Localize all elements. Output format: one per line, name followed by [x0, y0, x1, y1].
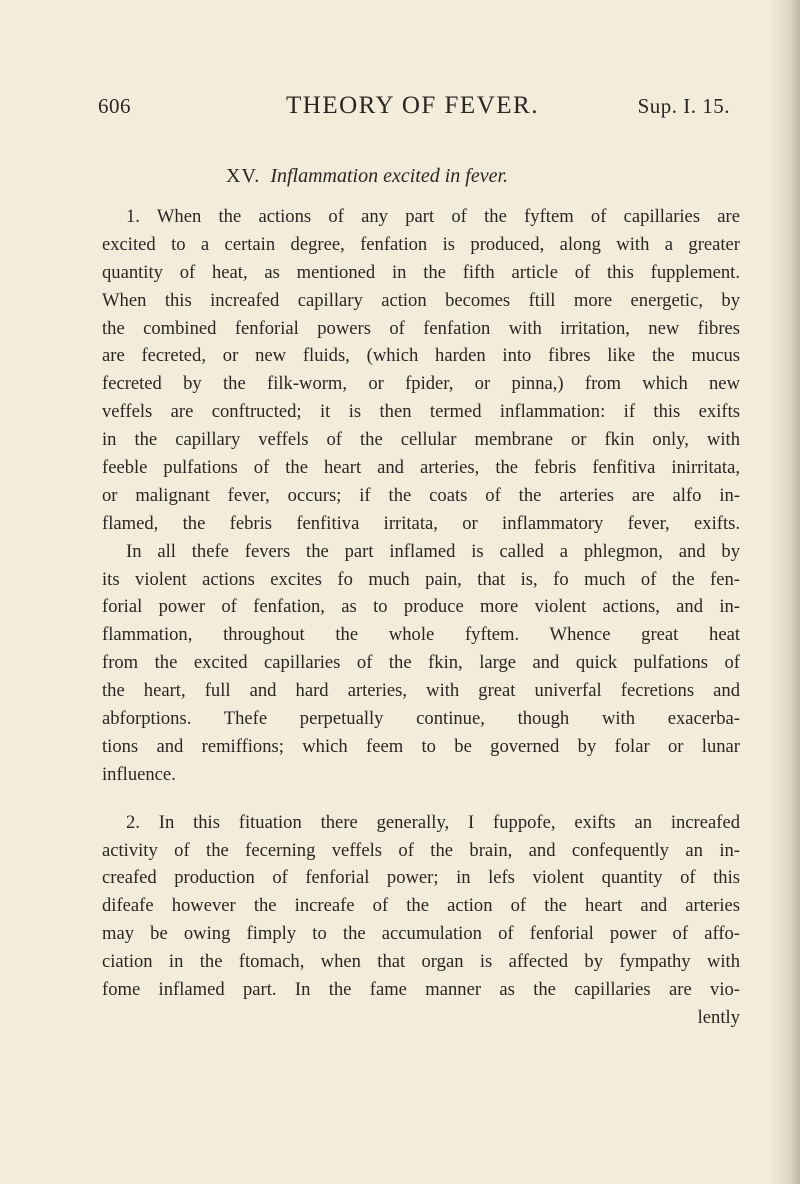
- text-line: activity of the fecerning veffels of the brain, and confequently an in-: [102, 839, 740, 861]
- text-line: forial power of fenfation, as to produce more violent actions, and in-: [102, 596, 740, 618]
- text-line: flamed, the febris fenfitiva irritata, or inflammatory fever, exifts.: [102, 512, 740, 534]
- text-line: excited to a certain degree, fenfation is produced, along with a greater: [102, 233, 740, 255]
- text-line: quantity of heat, as mentioned in the fifth article of this fupplement.: [102, 261, 740, 283]
- text-line: flammation, throughout the whole fyftem. Whence great heat: [102, 624, 740, 646]
- text-line: fecreted by the filk-worm, or fpider, or pinna,) from which new: [102, 373, 740, 395]
- section-title: Inflammation excited in fever.: [270, 165, 509, 187]
- text-line: the heart, full and hard arteries, with great univerfal fecretions and: [102, 680, 740, 702]
- text-line: 2. In this fituation there generally, I fuppofe, exifts an increafed: [126, 811, 740, 833]
- text-line: ciation in the ftomach, when that organ is affected by fympathy with: [102, 951, 740, 973]
- section-heading: [226, 165, 508, 188]
- text-line: In all thefe fevers the part inflamed is called a phlegmon, and by: [126, 540, 740, 562]
- section-number: XV.: [226, 165, 261, 187]
- text-line: its violent actions excites fo much pain, that is, fo much of the fen-: [102, 568, 740, 590]
- section-reference: Sup. I. 15.: [637, 94, 730, 118]
- paragraph-1: [102, 203, 740, 789]
- text-line: tions and remiffions; which feem to be governed by folar or lunar: [102, 735, 740, 757]
- page-number: 606: [98, 94, 131, 118]
- text-line: may be owing fimply to the accumulation of fenforial power of affo-: [102, 923, 740, 945]
- text-line: 1. When the actions of any part of the fyftem of capillaries are: [126, 206, 740, 227]
- body-text: [102, 203, 740, 1032]
- text-line: difeafe however the increafe of the action of the heart and arteries: [102, 895, 740, 917]
- catchword: lently: [697, 1006, 740, 1028]
- text-line: or malignant fever, occurs; if the coats of the arteries are alfo in-: [102, 484, 740, 506]
- text-line: fome inflamed part. In the fame manner as the capillaries are vio-: [102, 979, 740, 1001]
- running-head: [98, 92, 730, 132]
- paragraph-2: [102, 809, 740, 1032]
- text-line: influence.: [102, 763, 176, 785]
- text-line: are fecreted, or new fluids, (which harden into fibres like the mucus: [102, 345, 740, 367]
- paragraph-gap: [102, 789, 740, 809]
- text-line: from the excited capillaries of the fkin, large and quick pulfations of: [102, 652, 740, 674]
- text-line: veffels are conftructed; it is then termed inflammation: if this exifts: [102, 401, 740, 423]
- running-title: THEORY OF FEVER.: [286, 92, 539, 119]
- text-line: creafed production of fenforial power; in lefs violent quantity of this: [102, 867, 740, 889]
- text-line: When this increafed capillary action becomes ftill more energetic, by: [102, 289, 740, 311]
- text-line: in the capillary veffels of the cellular membrane or fkin only, with: [102, 429, 740, 451]
- text-line: abforptions. Thefe perpetually continue, though with exacerba-: [102, 708, 740, 730]
- text-line: the combined fenforial powers of fenfation with irritation, new fibres: [102, 317, 740, 339]
- text-line: feeble pulfations of the heart and arteries, the febris fenfitiva inirritata,: [102, 457, 740, 479]
